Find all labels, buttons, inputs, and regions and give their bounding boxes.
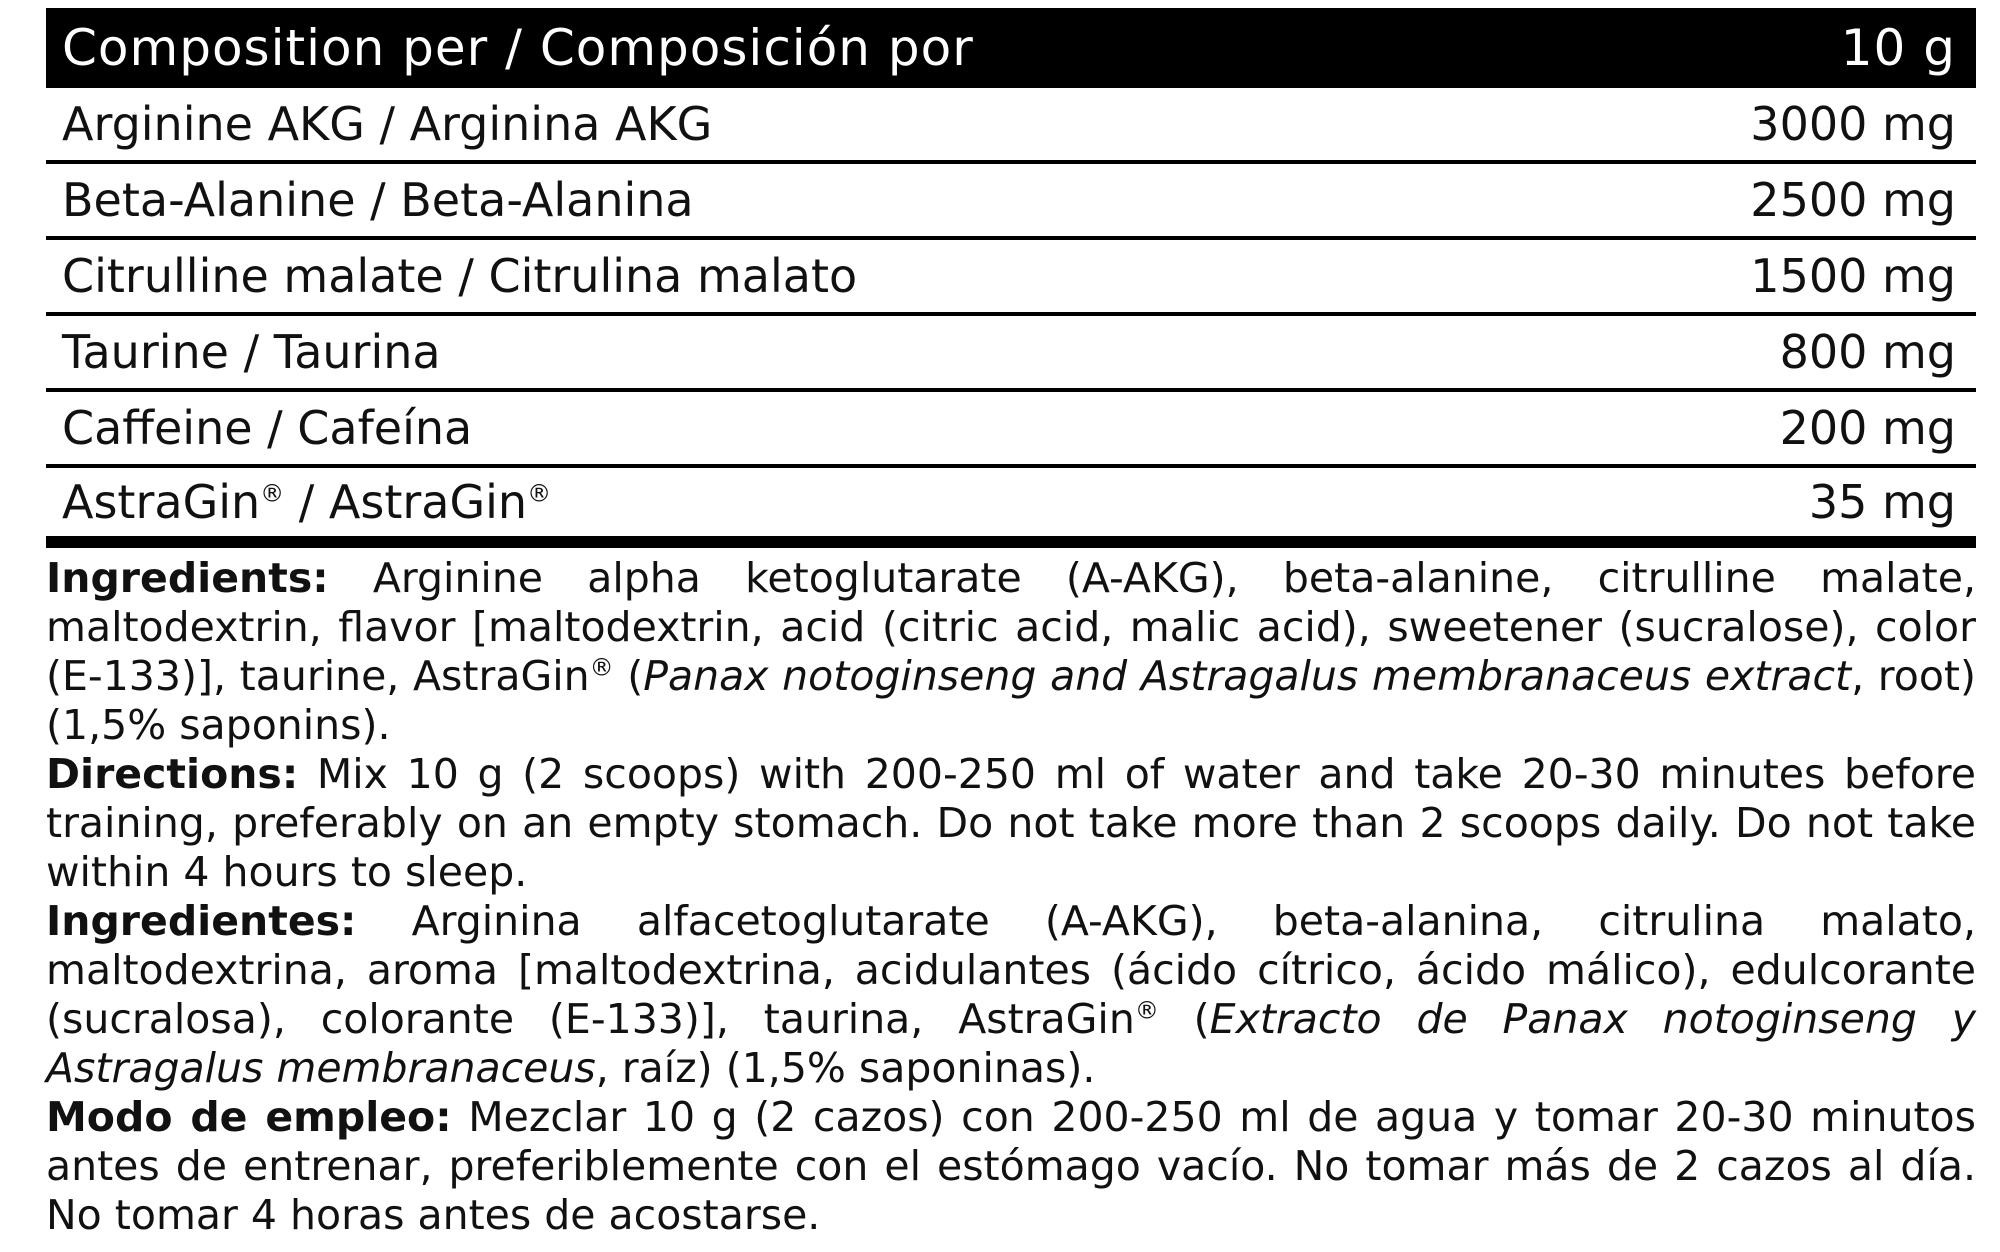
header-label: Composition per / Composición por	[62, 19, 974, 77]
registered-mark: ®	[260, 479, 285, 508]
registered-mark: ®	[589, 653, 614, 682]
composition-table-header	[46, 8, 1976, 88]
ingredient-name: Caffeine / Cafeína	[62, 401, 473, 455]
label-text-block	[46, 554, 1976, 1240]
ingredient-name: Beta-Alanine / Beta-Alanina	[62, 173, 694, 227]
ingredient-amount: 35 mg	[1808, 475, 1956, 529]
ingredients-en-text: (	[613, 652, 644, 700]
table-row-beta-alanine	[46, 164, 1976, 240]
ingredients-es-text: , raíz) (1,5% saponinas).	[595, 1044, 1096, 1092]
ingredients-en-botanical: Panax notoginseng and Astragalus membranaceus extract	[643, 652, 1852, 700]
directions-en-heading: Directions:	[46, 750, 299, 798]
ingredient-amount: 2500 mg	[1750, 173, 1956, 227]
ingredient-amount: 3000 mg	[1750, 97, 1956, 151]
table-row-taurine	[46, 316, 1976, 392]
directions-en-text: Mix 10 g (2 scoops) with 200-250 ml of water and take 20-30 minutes before training, preferably on an empty stomach. Do not take more than 2 scoops daily. Do not take within 4 hours to sleep.	[46, 750, 1976, 896]
directions-en-paragraph	[46, 750, 1976, 897]
ingredients-es-botanical: Extracto de Panax notoginseng y Astragalus membranaceus	[46, 995, 1976, 1092]
nutrition-label	[46, 8, 1976, 1240]
ingredients-en-text: , root) (1,5% saponins).	[46, 652, 1976, 749]
ingredients-es-heading: Ingredientes:	[46, 897, 357, 945]
astragin-name-en: AstraGin	[62, 475, 261, 529]
directions-es-paragraph	[46, 1093, 1976, 1240]
table-row-citrulline	[46, 240, 1976, 316]
ingredients-es-text: Arginina alfacetoglutarate (A-AKG), beta-alanina, citrulina malato, maltodextrina, aroma [maltodextrina, acidulantes (ácido cítrico, ácido málico), edulcorante (sucralosa), colorante (E-133)], taurina, AstraGin	[46, 897, 1976, 1043]
ingredient-amount: 800 mg	[1779, 325, 1956, 379]
ingredient-amount: 1500 mg	[1750, 249, 1956, 303]
table-row-caffeine	[46, 392, 1976, 468]
ingredients-en-text: Arginine alpha ketoglutarate (A-AKG), beta-alanine, citrulline malate, maltodextrin, flavor [maltodextrin, acid (citric acid, malic acid), sweetener (sucralose), color (E-133)], taurine, AstraGin	[46, 554, 1976, 700]
ingredients-en-paragraph	[46, 554, 1976, 750]
header-serving-amount: 10 g	[1840, 19, 1956, 77]
registered-mark: ®	[527, 479, 552, 508]
ingredient-amount: 200 mg	[1779, 401, 1956, 455]
astragin-name-es: AstraGin	[328, 475, 528, 529]
ingredient-name: Arginine AKG / Arginina AKG	[62, 97, 713, 151]
table-row-arginine	[46, 88, 1976, 164]
ingredient-name: Citrulline malate / Citrulina malato	[62, 249, 858, 303]
registered-mark: ®	[1134, 996, 1159, 1025]
table-row-astragin	[46, 468, 1976, 548]
directions-es-text: Mezclar 10 g (2 cazos) con 200-250 ml de agua y tomar 20-30 minutos antes de entrenar, preferiblemente con el estómago vacío. No tomar más de 2 cazos al día. No tomar 4 horas antes de acostarse.	[46, 1093, 1976, 1239]
ingredient-name: Taurine / Taurina	[62, 325, 441, 379]
ingredients-es-text: (	[1158, 995, 1210, 1043]
ingredient-name	[62, 475, 551, 529]
name-separator: /	[284, 475, 329, 529]
directions-es-heading: Modo de empleo:	[46, 1093, 452, 1141]
ingredients-en-heading: Ingredients:	[46, 554, 329, 602]
ingredients-es-paragraph	[46, 897, 1976, 1093]
